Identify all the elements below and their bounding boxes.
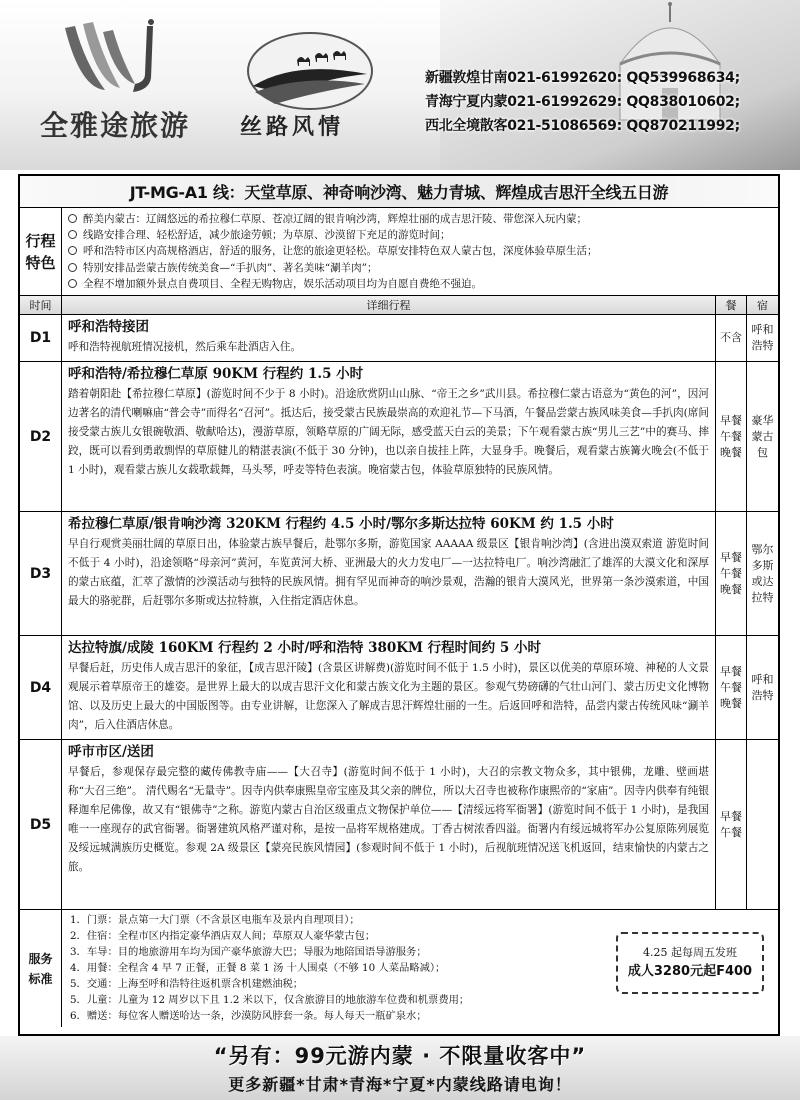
- col-meal: 餐: [716, 296, 747, 314]
- bullet-circle-icon: [68, 279, 77, 288]
- services-label-bottom: 标准: [28, 971, 53, 986]
- feature-item: [68, 227, 772, 243]
- feature-text: 醉美内蒙古：辽阔悠远的希拉穆仁草原、苍凉辽阔的银肯响沙湾，辉煌壮丽的成吉思汗陵、带您深入玩内蒙；: [83, 213, 587, 225]
- services-label: [20, 910, 62, 1027]
- service-item: 1．门票：景点第一大门票（不含景区电瓶车及景内自理项目）；: [70, 914, 360, 926]
- services-row: [20, 910, 778, 1027]
- stay: 呼和: [751, 672, 774, 686]
- services-label-top: 服务: [28, 951, 53, 966]
- day-stay: [747, 315, 778, 361]
- day-label: D1: [20, 315, 62, 361]
- meal: 晚餐: [720, 445, 742, 459]
- service-item: 3．车导：目的地旅游用车均为国产豪华旅游大巴；导服为地陪国语导游服务；: [70, 946, 427, 958]
- wave-logo-icon: [55, 18, 175, 98]
- day-row-d2: [20, 362, 778, 512]
- stay: 豪华: [751, 413, 774, 427]
- footer-more-routes: 更多新疆*甘肃*青海*宁夏*内蒙线路请电询！: [228, 1075, 572, 1094]
- service-item: 5．儿童：儿童为 12 周岁以下且 1.2 米以下，仅含旅游目的地旅游车位费和机票费用；: [70, 994, 470, 1006]
- day-meals: [716, 315, 747, 361]
- stay: 呼和: [751, 323, 774, 336]
- meal: 晚餐: [720, 582, 742, 596]
- footer-banner: [0, 1036, 800, 1100]
- day-detail: [62, 512, 716, 635]
- day-stay: [747, 362, 778, 511]
- stay: 或达拉特: [751, 574, 774, 604]
- contact-line: 新疆敦煌甘南021-61992620: QQ539968634;: [425, 70, 740, 86]
- col-stay: 宿: [757, 299, 768, 312]
- day-text: 早餐后，参观保存最完整的藏传佛教寺庙——【大召寺】(游览时间不低于 1 小时)，大召的宗教文物众多，其中银佛，龙雕、壁画堪称“大召三绝”。 清代赐名“无量寺”。因寺内供奉康熙皇帝宝座及其父亲的牌位，所以大召寺也被称作康熙帝的“家庙”。因寺内供奉有纯银释迦牟尼佛像，故又有“银佛寺”之称。游览内蒙古自治区级重点文物保护单位——【清绥远将军衙署】(游览时间不低于 1 小时)，是我国唯一一座现存的武官衙署。衙署建筑风格严谨对称，是按一品将军规格建成。丁香古树浓香四溢。衙署内有绥远城将军办公复原陈列展览及绥远城满族历史概览。参观 2A 级景区【蒙亮民族风情园】(参观时间不低于 1 小时)，后视航班情况送飞机返回，结束愉快的内蒙古之旅。: [68, 766, 709, 873]
- day-meals: [716, 362, 747, 511]
- footer-slogan: “另有：99元游内蒙 · 不限量收客中”: [213, 1044, 587, 1068]
- day-label: D4: [20, 636, 62, 739]
- day-text: 呼和浩特视航班情况接机，然后乘车赴酒店入住。: [68, 341, 302, 353]
- service-item: 5．交通：上海至呼和浩特往返机票含机建燃油税；: [70, 978, 304, 990]
- day-stay: [747, 636, 778, 739]
- feature-text: 呼和浩特市区内高规格酒店，舒适的服务，让您的旅途更轻松。草原安排特色双人蒙古包，深度体验草原生活；: [83, 245, 598, 258]
- meal: 早餐: [720, 664, 742, 678]
- route-title: JT-MG-A1 线：天堂草原、神奇响沙湾、魅力青城、辉煌成吉思汗全线五日游: [20, 176, 778, 208]
- brand-name: 全雅途旅游: [40, 109, 191, 142]
- stay: 鄂尔多斯: [751, 542, 774, 572]
- meal: 早餐: [720, 809, 742, 823]
- day-text: 早餐后赶，历史伟人成吉思汗的象征，【成吉思汗陵】(含景区讲解费)(游览时间不低于 1.5 小时)，景区以优美的草原环境、神秘的人文景观展示着草原帝王的雄姿。是世界上最大的以成吉思汗文化和蒙古族文化为主题的景区。参观气势磅礴的气壮山河门、蒙古历史文化博物馆、以及历史上最大的中国版图等。由专业讲解，让您深入了解成吉思汗辉煌壮丽的一生。后返回呼和浩特，品尝内蒙古传统风味“涮羊肉”，后入住酒店休息。: [68, 662, 709, 731]
- day-stay: [747, 512, 778, 635]
- features-list: [62, 208, 778, 295]
- day-title: 呼和浩特接团: [68, 319, 149, 335]
- features-label-bottom: 特色: [25, 253, 56, 272]
- bullet-circle-icon: [68, 230, 77, 239]
- features-row: [20, 208, 778, 296]
- meal: 晚餐: [720, 696, 742, 710]
- promo-schedule: 4.25 起每周五发班: [643, 946, 737, 959]
- day-text: 踏着朝阳赴【希拉穆仁草原】(游览时间不少于 8 小时)。沿途欣赏阴山山脉、“帝王之乡”武川县。希拉穆仁蒙古语意为“黄色的河”，因河边著名的清代喇嘛庙“普会寺”而得名“召河”。抵达后，接受蒙古民族最崇高的欢迎礼节—下马酒，午餐品尝蒙古族风味美食—手扒肉(席间接受蒙古族儿女银碗敬酒、敬献哈达)，漫游草原，领略草原的广阔无际，感受蓝天白云的美景；下午观看蒙古族“男儿三艺”中的赛马、摔跤，既可以看到勇敢剽悍的草原健儿的精湛表演(不低于 30 分钟)，也以亲自拔挂上阵，大显身手。晚餐后，观看蒙古族篝火晚会(不低于 1 小时)，观看蒙古族儿女载歌载舞，马头琴，呼麦等特色表演。晚宿蒙古包，体验草原独特的民族风情。: [68, 388, 709, 476]
- column-header: [20, 296, 778, 315]
- stay: 蒙古包: [751, 429, 774, 459]
- day-label: D3: [20, 512, 62, 635]
- meal: 早餐: [720, 413, 742, 427]
- contact-list: [425, 66, 795, 138]
- day-label: D2: [20, 362, 62, 511]
- feature-item: [68, 260, 772, 276]
- feature-text: 全程不增加额外景点自费项目、全程无购物店，娱乐活动项目均为自愿自费绝不强迫。: [83, 277, 482, 290]
- features-label: [20, 208, 62, 295]
- meal: 午餐: [720, 680, 742, 694]
- feature-item: [68, 211, 772, 227]
- meal: 不含: [720, 331, 742, 344]
- day-row-d1: [20, 315, 778, 362]
- header-banner: [0, 0, 800, 170]
- service-item: 6．赠送：每位客人赠送哈达一条，沙漠防风脖套一条。每人每天一瓶矿泉水；: [70, 1010, 427, 1022]
- day-title: 希拉穆仁草原/银肯响沙湾 320KM 行程约 4.5 小时/鄂尔多斯达拉特 60KM 约 1.5 小时: [68, 516, 614, 532]
- service-item: 4．用餐：全程含 4 早 7 正餐，正餐 8 菜 1 汤 十人围桌（不够 10 人菜品略减）；: [70, 962, 446, 974]
- day-text: 早自行观赏美丽壮阔的草原日出，体验蒙古族早餐后，赴鄂尔多斯，游览国家 AAAAA 级景区【银肯响沙湾】(含进出漠双索道 游览时间不低于 4 小时)，沿途领略“母亲河”黄河，车览黄河大桥、亚洲最大的火力发电厂—一达拉特电厂。响沙湾融汇了雄浑的大漠文化和深厚的蒙古底蕴，汇萃了激情的沙漠活动与独特的民族风情。拥有罕见而神奇的响沙景观，浩瀚的银肯大漠风光，世界第一条沙漠索道，中国最大的骆驼群，后赶鄂尔多斯或达拉特旗，入住指定酒店休息。: [68, 538, 709, 607]
- day-row-d4: [20, 636, 778, 740]
- feature-item: [68, 276, 772, 292]
- service-item: 2．住宿：全程市区内指定豪华酒店双人间；草原双人豪华蒙古包；: [70, 930, 376, 942]
- stay: 浩特: [751, 339, 774, 352]
- feature-item: [68, 243, 772, 259]
- price-promo-box: [616, 932, 764, 994]
- contact-line: 西北全境散客021-51086569: QQ870211992;: [425, 118, 740, 134]
- itinerary-table: [18, 174, 780, 1036]
- day-row-d5: [20, 740, 778, 910]
- day-meals: [716, 512, 747, 635]
- bullet-circle-icon: [68, 246, 77, 255]
- meal: 早餐: [720, 550, 742, 564]
- feature-text: 线路安排合理、轻松舒适，减少旅途劳顿；为草原、沙漠留下充足的游览时间；: [83, 229, 451, 242]
- camel-caravan-icon: [245, 30, 375, 112]
- bullet-circle-icon: [68, 263, 77, 272]
- meal: 午餐: [720, 566, 742, 580]
- stay: 浩特: [751, 688, 774, 702]
- bullet-circle-icon: [68, 214, 77, 223]
- day-detail: [62, 362, 716, 511]
- day-meals: [716, 636, 747, 739]
- col-day: 时间: [20, 296, 62, 314]
- col-detail: 详细行程: [62, 296, 716, 314]
- services-list: [62, 910, 778, 1027]
- day-meals: [716, 740, 747, 909]
- silk-road-name: 丝路风情: [240, 115, 345, 140]
- day-detail: [62, 740, 716, 909]
- day-label: D5: [20, 740, 62, 909]
- day-row-d3: [20, 512, 778, 636]
- promo-price: 成人3280元起F400: [627, 964, 753, 979]
- day-detail: [62, 315, 716, 361]
- day-title: 呼市市区/送团: [68, 744, 154, 760]
- day-title: 呼和浩特/希拉穆仁草原 90KM 行程约 1.5 小时: [68, 366, 364, 382]
- contact-line: 青海宁夏内蒙021-61992629: QQ838010602;: [425, 94, 740, 110]
- meal: 午餐: [720, 429, 742, 443]
- meal: 午餐: [720, 825, 742, 839]
- features-label-top: 行程: [25, 231, 56, 250]
- feature-text: 特别安排品尝蒙古族传统美食—“手扒肉”、著名美味“涮羊肉”；: [83, 261, 378, 274]
- day-detail: [62, 636, 716, 739]
- day-stay: [747, 740, 778, 909]
- day-title: 达拉特旗/成陵 160KM 行程约 2 小时/呼和浩特 380KM 行程时间约 5 小时: [68, 640, 541, 656]
